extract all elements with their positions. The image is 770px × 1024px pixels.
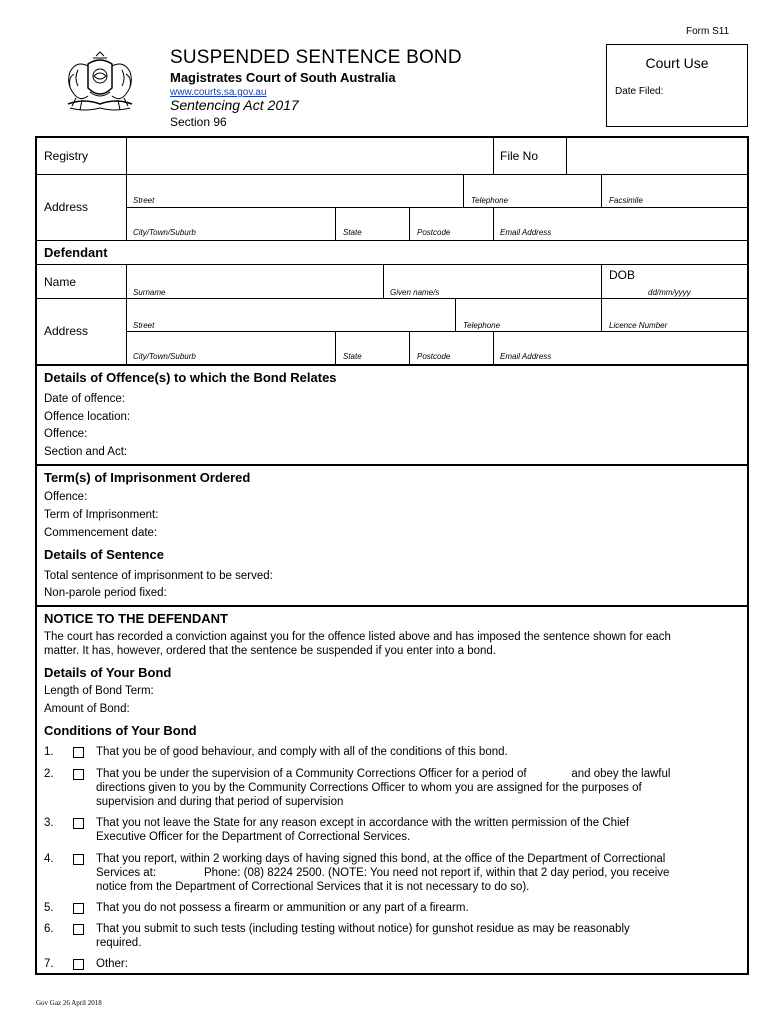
defendant-address-label: Address	[44, 324, 89, 338]
checkbox-icon[interactable]	[73, 924, 84, 935]
form-title: SUSPENDED SENTENCE BOND	[170, 47, 462, 68]
defendant-state-hint: State	[343, 352, 362, 361]
condition-line: directions given to you by the Community Corrections Officer to whom you are assigned for the purposes of	[96, 782, 642, 794]
address-label: Address	[44, 200, 89, 214]
defendant-city-hint: City/Town/Suburb	[133, 352, 196, 361]
condition-line: required.	[96, 937, 142, 949]
commencement-date-label: Commencement date:	[44, 527, 158, 539]
imprisonment-offence-label: Offence:	[44, 491, 88, 503]
defendant-telephone-hint: Telephone	[463, 321, 501, 330]
defendant-email-hint: Email Address	[500, 352, 552, 361]
checkbox-icon[interactable]	[73, 769, 84, 780]
condition-line: Services at: Phone: (08) 8224 2500. (NOTE: You need not report if, within that 2 day period, you receive	[96, 867, 670, 879]
footer-gazette: Gov Gaz 26 April 2018	[36, 999, 102, 1007]
checkbox-icon[interactable]	[73, 854, 84, 865]
offence-date-label: Date of offence:	[44, 393, 125, 405]
defendant-postcode-hint: Postcode	[417, 352, 451, 361]
condition-number: 3.	[44, 817, 54, 829]
condition-number: 4.	[44, 853, 54, 865]
non-parole-label: Non-parole period fixed:	[44, 587, 167, 599]
offence-label: Offence:	[44, 428, 88, 440]
condition-line: notice from the Department of Correctional Services that it is not necessary to do so).	[96, 881, 530, 893]
condition-line: That you be of good behaviour, and comply with all of the conditions of this bond.	[96, 746, 508, 758]
checkbox-icon[interactable]	[73, 959, 84, 970]
condition-line: That you do not possess a firearm or ammunition or any part of a firearm.	[96, 902, 469, 914]
act-section: Section 96	[170, 115, 227, 129]
condition-line: supervision and during that period of supervision	[96, 796, 344, 808]
registry-field[interactable]	[127, 139, 493, 173]
bond-heading: Details of Your Bond	[44, 665, 172, 680]
dob-format-hint: dd/mm/yyyy	[648, 288, 691, 297]
bond-length-label: Length of Bond Term:	[44, 685, 154, 697]
checkbox-icon[interactable]	[73, 818, 84, 829]
defendant-heading: Defendant	[44, 245, 108, 260]
condition-line: That you not leave the State for any reason except in accordance with the written permission of the Chief	[96, 817, 630, 829]
form-frame	[35, 136, 749, 975]
sentence-heading: Details of Sentence	[44, 547, 164, 562]
condition-line: That you be under the supervision of a Community Corrections Officer for a period of and obey the lawful	[96, 768, 671, 780]
condition-number: 5.	[44, 902, 54, 914]
court-name: Magistrates Court of South Australia	[170, 70, 396, 85]
dob-label: DOB	[609, 268, 636, 282]
address-city-hint: City/Town/Suburb	[133, 228, 196, 237]
notice-heading: NOTICE TO THE DEFENDANT	[44, 611, 228, 626]
surname-hint: Surname	[133, 288, 166, 297]
coat-of-arms-icon	[60, 50, 140, 122]
court-use-box	[606, 44, 748, 127]
date-filed-label: Date Filed:	[615, 86, 664, 97]
condition-number: 6.	[44, 923, 54, 935]
section-act-label: Section and Act:	[44, 446, 128, 458]
offence-heading: Details of Offence(s) to which the Bond Relates	[44, 370, 337, 385]
address-postcode-hint: Postcode	[417, 228, 451, 237]
address-telephone-hint: Telephone	[471, 196, 509, 205]
condition-number: 7.	[44, 958, 54, 970]
form-number: Form S11	[686, 26, 730, 37]
notice-line-2: matter. It has, however, ordered that the sentence be suspended if you enter into a bond.	[44, 645, 496, 657]
bond-amount-label: Amount of Bond:	[44, 703, 130, 715]
condition-line: That you report, within 2 working days of having signed this bond, at the office of the Department of Correctional	[96, 853, 666, 865]
given-names-hint: Given name/s	[390, 288, 440, 297]
act-name: Sentencing Act 2017	[170, 97, 299, 113]
total-sentence-label: Total sentence of imprisonment to be served:	[44, 570, 273, 582]
address-facsimile-hint: Facsimile	[609, 196, 643, 205]
file-no-field[interactable]	[567, 139, 747, 173]
checkbox-icon[interactable]	[73, 903, 84, 914]
court-use-title: Court Use	[645, 55, 709, 71]
condition-line: Executive Officer for the Department of Correctional Services.	[96, 831, 411, 843]
address-state-hint: State	[343, 228, 362, 237]
conditions-heading: Conditions of Your Bond	[44, 723, 197, 738]
condition-number: 2.	[44, 768, 54, 780]
name-label: Name	[44, 275, 77, 289]
registry-label: Registry	[44, 149, 89, 163]
offence-location-label: Offence location:	[44, 411, 131, 423]
condition-line: Other:	[96, 958, 128, 970]
condition-line: That you submit to such tests (including testing without notice) for gunshot residue as may be reasonably	[96, 923, 630, 935]
checkbox-icon[interactable]	[73, 747, 84, 758]
imprisonment-heading: Term(s) of Imprisonment Ordered	[44, 470, 251, 485]
file-no-label: File No	[500, 149, 539, 163]
address-email-hint: Email Address	[500, 228, 552, 237]
defendant-street-hint: Street	[133, 321, 155, 330]
court-website-link[interactable]: www.courts.sa.gov.au	[170, 87, 267, 98]
address-street-hint: Street	[133, 196, 155, 205]
imprisonment-term-label: Term of Imprisonment:	[44, 509, 159, 521]
notice-line-1: The court has recorded a conviction against you for the offence listed above and has imposed the sentence shown for each	[44, 631, 671, 643]
condition-number: 1.	[44, 746, 54, 758]
licence-number-hint: Licence Number	[609, 321, 668, 330]
